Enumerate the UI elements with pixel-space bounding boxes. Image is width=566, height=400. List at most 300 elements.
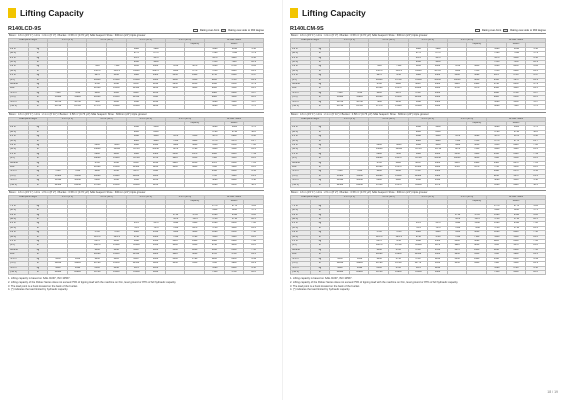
capacity-cell: 9240 xyxy=(146,165,166,169)
capacity-cell: 9700 xyxy=(146,157,166,161)
capacity-block xyxy=(290,33,546,110)
load-point-cell: 4.5 m xyxy=(291,135,311,139)
capacity-cell: 6790 xyxy=(205,244,225,248)
capacity-cell: 9300 xyxy=(165,165,185,169)
unit-cell: kg xyxy=(310,91,330,95)
capacity-cell: *22460 xyxy=(349,183,369,187)
unit-cell: lb xyxy=(28,61,48,65)
load-point-cell: (5 ft) xyxy=(9,244,29,248)
capacity-cell: 2360 xyxy=(224,161,244,165)
capacity-cell: *10710 xyxy=(428,148,448,152)
capacity-cell: *3570 xyxy=(146,222,166,226)
capacity-cell: 6020 xyxy=(224,69,244,73)
load-point-cell: 6.0 m xyxy=(291,213,311,217)
capacity-cell: 6.60 xyxy=(526,135,546,139)
capacity-cell: *15920 xyxy=(349,96,369,100)
capacity-cell: *7690 xyxy=(487,52,507,56)
legend-side-label: Rating over-side or 360 degree xyxy=(510,29,546,32)
load-point-cell: -1.5 m xyxy=(291,257,311,261)
capacity-cell: 8360 xyxy=(487,87,507,91)
column-subheader: Capacity xyxy=(185,200,205,204)
column-header: Load point height xyxy=(291,117,330,121)
capacity-cell: *4860 xyxy=(408,143,428,147)
load-point-cell: Line xyxy=(9,253,29,257)
capacity-cell: 10140 xyxy=(428,157,448,161)
capacity-cell: 6.36 xyxy=(244,56,264,60)
load-point-cell: (5 ft) xyxy=(291,78,311,82)
unit-cell: kg xyxy=(28,161,48,165)
capacity-cell: 5800 xyxy=(224,226,244,230)
capacity-cell: *15920 xyxy=(48,96,68,100)
load-point-cell: -1.5 m xyxy=(9,257,29,261)
capacity-cell: 22.9 xyxy=(526,78,546,82)
capacity-cell: *7220 xyxy=(349,91,369,95)
capacity-cell: 4190 xyxy=(146,83,166,87)
footnote: 1. Lifting capacity is based on SAE J1097, ISO 10567. xyxy=(8,277,71,281)
table-row xyxy=(9,183,264,187)
capacity-cell: 2250 xyxy=(224,257,244,261)
capacity-cell: *17840 xyxy=(369,183,389,187)
capacity-cell: *6640 xyxy=(87,143,107,147)
capacity-cell: 3090 xyxy=(467,74,487,78)
capacity-cell: 6.84 xyxy=(526,65,546,69)
capacity-cell: *3470 xyxy=(487,56,507,60)
capacity-cell: 6790 xyxy=(185,148,205,152)
capacity-cell: 14950 xyxy=(408,253,428,257)
capacity-cell: 7.50 xyxy=(244,231,264,235)
footnote: 2. Lifting capacity of the Robex Series does not exceed 75% of tipping load with the machine on firm, level ground or 87% of full hydraulic capacity. xyxy=(290,280,459,284)
capacity-cell: *12570 xyxy=(87,235,107,239)
capacity-cell: 4410 xyxy=(447,161,467,165)
unit-cell: lb xyxy=(28,253,48,257)
column-header: Load point height xyxy=(291,196,330,200)
capacity-cell: *9630 xyxy=(146,61,166,65)
capacity-cell: *8770 xyxy=(146,52,166,56)
load-point-cell: (10 ft) xyxy=(291,69,311,73)
capacity-cell: *2590 xyxy=(205,222,225,226)
column-header: 1.5 m (5 ft) xyxy=(48,39,87,43)
capacity-cell: *18740 xyxy=(369,270,389,274)
capacity-cell: *9700 xyxy=(87,161,107,165)
capacity-cell: 17.9 xyxy=(244,52,264,56)
capacity-cell: 6.10 xyxy=(526,266,546,270)
capacity-cell: *9020 xyxy=(126,139,146,143)
capacity-cell: *3570 xyxy=(126,222,146,226)
capacity-cell: *6770 xyxy=(487,139,507,143)
column-subheader: Capacity xyxy=(467,43,487,47)
column-header: 6.0 m (20 ft) xyxy=(447,117,486,121)
capacity-cell: 21.7 xyxy=(526,139,546,143)
capacity-cell: 6590 xyxy=(107,161,127,165)
unit-cell: kg xyxy=(28,47,48,51)
capacity-cell: 6950 xyxy=(389,100,409,104)
capacity-cell: *5710 xyxy=(224,218,244,222)
unit-cell: lb xyxy=(310,61,330,65)
capacity-cell: *21560 xyxy=(369,87,389,91)
capacity-cell: 18.8 xyxy=(244,130,264,134)
capacity-cell: 3210 xyxy=(467,143,487,147)
capacity-cell: 4330 xyxy=(447,257,467,261)
capacity-cell: *7610 xyxy=(165,235,185,239)
column-header: 3.0 m (10 ft) xyxy=(87,39,126,43)
load-point-cell: 4.5 m xyxy=(291,222,311,226)
capacity-cell: *3070 xyxy=(506,135,526,139)
capacity-cell: *6110 xyxy=(205,209,225,213)
capacity-cell: 9920 xyxy=(447,244,467,248)
capacity-cell: *14640 xyxy=(369,148,389,152)
capacity-cell: 6.26 xyxy=(244,213,264,217)
capacity-cell: *9270 xyxy=(87,74,107,78)
capacity-cell: 9350 xyxy=(428,262,448,266)
load-point-cell: 6.0 m xyxy=(9,126,29,130)
capacity-cell: 21.4 xyxy=(526,174,546,178)
load-point-cell: (5 ft) xyxy=(9,157,29,161)
capacity-cell: 6.27 xyxy=(244,91,264,95)
capacity-cell: *7870 xyxy=(428,226,448,230)
unit-cell: kg xyxy=(28,204,48,208)
load-point-cell: (25 ft) xyxy=(9,209,29,213)
capacity-cell: *8090 xyxy=(369,179,389,183)
column-header: Load point height xyxy=(9,39,48,43)
capacity-cell: 9500 xyxy=(428,253,448,257)
footnote: 1. Lifting capacity is based on SAE J1097, ISO 10567. xyxy=(290,277,353,281)
capacity-cell: 10010 xyxy=(447,78,467,82)
capacity-cell: *2770 xyxy=(506,204,526,208)
capacity-cell: 2970 xyxy=(185,152,205,156)
capacity-cell: *10760 xyxy=(67,100,87,104)
column-header: 6.0 m (20 ft) xyxy=(165,117,204,121)
capacity-cell: 5.46 xyxy=(526,47,546,51)
capacity-cell: 7100 xyxy=(487,244,507,248)
capacity-cell: 21.7 xyxy=(244,139,264,143)
capacity-cell: 7.06 xyxy=(526,143,546,147)
capacity-cell: 2160 xyxy=(224,248,244,252)
capacity-cell: 8420 xyxy=(205,96,225,100)
footnotes xyxy=(290,277,546,291)
capacity-cell: *8470 xyxy=(369,240,389,244)
capacity-cell: *6110 xyxy=(224,209,244,213)
capacity-cell: 15760 xyxy=(389,78,409,82)
capacity-cell: 3080 xyxy=(185,143,205,147)
unit-cell: lb xyxy=(310,226,330,230)
capacity-cell: *8990 xyxy=(87,152,107,156)
capacity-cell: *9560 xyxy=(369,248,389,252)
capacity-cell: *15670 xyxy=(107,69,127,73)
capacity-cell: *18740 xyxy=(87,270,107,274)
capacity-cell: *23720 xyxy=(349,105,369,109)
load-point-cell: -3.0 m xyxy=(291,266,311,270)
capacity-cell: 9500 xyxy=(146,235,166,239)
capacity-cell: *9270 xyxy=(369,74,389,78)
capacity-cell: 7.01 xyxy=(244,161,264,165)
capacity-cell: *5710 xyxy=(506,218,526,222)
column-header: 4.5 m (15 ft) xyxy=(126,117,165,121)
capacity-cell: 3790 xyxy=(487,83,507,87)
capacity-cell: 7030 xyxy=(487,253,507,257)
capacity-cell: 4150 xyxy=(146,179,166,183)
unit-cell: lb xyxy=(310,270,330,274)
title-bar xyxy=(290,8,546,18)
capacity-cell: *3630 xyxy=(408,126,428,130)
capacity-cell: *5800 xyxy=(126,152,146,156)
capacity-cell: 4600 xyxy=(428,152,448,156)
capacity-cell: *9490 xyxy=(67,266,87,270)
load-point-cell: -1.5 m xyxy=(9,170,29,174)
capacity-cell: *6450 xyxy=(330,257,350,261)
capacity-cell: 6490 xyxy=(126,91,146,95)
capacity-cell: *10760 xyxy=(330,100,350,104)
capacity-cell: 5.73 xyxy=(244,126,264,130)
capacity-cell: 5180 xyxy=(506,262,526,266)
capacity-cell: *17840 xyxy=(87,183,107,187)
load-point-cell: -3.0 m xyxy=(9,179,29,183)
load-point-cell: Line xyxy=(291,165,311,169)
capacity-cell: 6780 xyxy=(408,248,428,252)
capacity-cell: *9300 xyxy=(369,91,389,95)
footnote: 4. (*) indicates the load limited by hydraulic capacity. xyxy=(8,288,69,292)
capacity-cell: 6570 xyxy=(224,139,244,143)
capacity-cell: 15060 xyxy=(389,174,409,178)
capacity-cell: *7220 xyxy=(330,91,350,95)
capacity-cell: *3490 xyxy=(205,47,225,51)
unit-cell: kg xyxy=(28,231,48,235)
column-header: 4.5 m (15 ft) xyxy=(408,39,447,43)
capacity-cell: *7030 xyxy=(165,226,185,230)
capacity-cell: 7.19 xyxy=(526,152,546,156)
capacity-cell: 7.62 xyxy=(244,240,264,244)
capacity-cell: *3080 xyxy=(205,126,225,130)
capacity-cell: 3380 xyxy=(506,56,526,60)
capacity-cell: 2440 xyxy=(506,231,526,235)
unit-cell: lb xyxy=(310,244,330,248)
load-point-cell: 4.5 m xyxy=(9,56,29,60)
column-header: At max. reach xyxy=(487,117,546,121)
unit-cell: kg xyxy=(310,170,330,174)
capacity-cell: 17.3 xyxy=(244,105,264,109)
capacity-cell: *7110 xyxy=(389,65,409,69)
page-title: Lifting Capacity xyxy=(302,8,366,18)
column-subheader: Reach xyxy=(506,43,526,47)
capacity-cell: 9460 xyxy=(428,270,448,274)
capacity-cell: *8580 xyxy=(487,183,507,187)
capacity-cell: *3450 xyxy=(165,231,185,235)
capacity-cell: *14220 xyxy=(48,262,68,266)
capacity-cell: 23.2 xyxy=(526,148,546,152)
capacity-cell: 5140 xyxy=(224,235,244,239)
capacity-cell: *12100 xyxy=(126,244,146,248)
capacity-cell: 6150 xyxy=(185,262,205,266)
unit-cell: lb xyxy=(28,270,48,274)
over-front-swatch xyxy=(475,29,480,32)
capacity-cell: *15670 xyxy=(369,69,389,73)
capacity-cell: *3070 xyxy=(487,135,507,139)
table-row xyxy=(291,105,546,109)
capacity-cell: 9970 xyxy=(428,244,448,248)
capacity-cell: 9740 xyxy=(447,87,467,91)
capacity-cell: 14420 xyxy=(107,174,127,178)
capacity-cell: 5450 xyxy=(506,165,526,169)
capacity-cell: 14530 xyxy=(107,183,127,187)
capacity-cell: 22.9 xyxy=(244,78,264,82)
capacity-cell: 5970 xyxy=(506,78,526,82)
capacity-cell: *9630 xyxy=(428,61,448,65)
capacity-cell: 2980 xyxy=(224,135,244,139)
capacity-cell: *19820 xyxy=(369,157,389,161)
load-point-cell: 7.5 m xyxy=(291,204,311,208)
column-subheader: Capacity xyxy=(185,121,205,125)
capacity-cell: 9590 xyxy=(165,78,185,82)
unit-cell: lb xyxy=(28,105,48,109)
capacity-cell: *3450 xyxy=(447,231,467,235)
unit-cell: lb xyxy=(28,139,48,143)
capacity-cell: *5490 xyxy=(126,100,146,104)
capacity-cell: 2530 xyxy=(224,83,244,87)
column-header: 3.0 m (10 ft) xyxy=(369,39,408,43)
capacity-cell: *7690 xyxy=(506,52,526,56)
capacity-cell: *2690 xyxy=(487,231,507,235)
page-gutter xyxy=(282,0,283,400)
capacity-cell: 14530 xyxy=(107,87,127,91)
column-header: 1.5 m (5 ft) xyxy=(330,117,369,121)
load-point-cell: Ground xyxy=(291,83,311,87)
capacity-cell: 14950 xyxy=(389,270,409,274)
capacity-cell: 10710 xyxy=(428,69,448,73)
capacity-cell: *6940 xyxy=(205,148,225,152)
capacity-cell: 9040 xyxy=(146,270,166,274)
load-point-cell: 6.0 m xyxy=(291,47,311,51)
capacity-cell xyxy=(165,105,185,109)
capacity-cell: 20.6 xyxy=(244,96,264,100)
capacity-cell: *12570 xyxy=(107,235,127,239)
capacity-cell: *9380 xyxy=(87,170,107,174)
capacity-cell: 14790 xyxy=(389,262,409,266)
load-point-cell: (10 ft) xyxy=(291,148,311,152)
unit-cell: lb xyxy=(310,235,330,239)
model-row xyxy=(8,23,264,32)
capacity-cell: 3150 xyxy=(185,135,205,139)
capacity-cell xyxy=(185,183,205,187)
capacity-cell: 14460 xyxy=(126,165,146,169)
capacity-cell: 6.84 xyxy=(244,65,264,69)
capacity-cell: 7430 xyxy=(205,165,225,169)
capacity-cell: *9740 xyxy=(408,235,428,239)
capacity-cell: 2850 xyxy=(506,65,526,69)
capacity-cell: *9430 xyxy=(87,257,107,261)
capacity-cell: *4370 xyxy=(126,56,146,60)
capacity-cell: 6870 xyxy=(389,91,409,95)
capacity-cell: *20680 xyxy=(87,174,107,178)
capacity-cell: 2850 xyxy=(185,161,205,165)
capacity-cell: *5490 xyxy=(408,240,428,244)
capacity-cell: *9630 xyxy=(408,61,428,65)
capacity-cell: *3080 xyxy=(224,126,244,130)
capacity-cell: 5820 xyxy=(506,148,526,152)
table-row xyxy=(291,270,546,274)
capacity-cell: *20500 xyxy=(369,96,389,100)
capacity-cell: 18.3 xyxy=(526,183,546,187)
capacity-cell: 15870 xyxy=(389,157,409,161)
capacity-cell: 4310 xyxy=(165,240,185,244)
capacity-cell: *3190 xyxy=(447,222,467,226)
capacity-cell: *5700 xyxy=(107,231,127,235)
capacity-cell: *5970 xyxy=(165,218,185,222)
capacity-cell: *8090 xyxy=(87,179,107,183)
column-header: At max. reach xyxy=(205,196,264,200)
capacity-cell: 2630 xyxy=(224,222,244,226)
unit-cell: lb xyxy=(28,148,48,152)
capacity-cell: 24.4 xyxy=(526,253,546,257)
capacity-cell: 7.45 xyxy=(244,248,264,252)
over-side-swatch xyxy=(221,29,226,32)
unit-cell: lb xyxy=(28,130,48,134)
capacity-cell: *10190 xyxy=(349,179,369,183)
capacity-cell: *17370 xyxy=(87,105,107,109)
unit-cell: lb xyxy=(28,96,48,100)
capacity-cell: *10190 xyxy=(330,179,350,183)
unit-cell: kg xyxy=(28,170,48,174)
column-header: 1.5 m (5 ft) xyxy=(48,196,87,200)
unit-cell: kg xyxy=(28,143,48,147)
capacity-cell: 2330 xyxy=(224,231,244,235)
capacity-cell: 6710 xyxy=(389,257,409,261)
capacity-cell: 5860 xyxy=(224,96,244,100)
capacity-cell: 15100 xyxy=(107,78,127,82)
capacity-cell: *8500 xyxy=(87,266,107,270)
capacity-cell: *9020 xyxy=(146,139,166,143)
column-header: 3.0 m (10 ft) xyxy=(87,117,126,121)
column-header: 4.5 m (15 ft) xyxy=(408,117,447,121)
capacity-cell: 6490 xyxy=(126,248,146,252)
load-point-cell: Line xyxy=(9,87,29,91)
capacity-cell: 7360 xyxy=(487,262,507,266)
capacity-cell: *12570 xyxy=(369,235,389,239)
capacity-cell: *21080 xyxy=(369,253,389,257)
capacity-cell: *5700 xyxy=(389,231,409,235)
capacity-cell: 3190 xyxy=(224,100,244,104)
capacity-cell: 5.46 xyxy=(244,47,264,51)
capacity-cell: *6450 xyxy=(48,257,68,261)
unit-cell: kg xyxy=(310,266,330,270)
capacity-cell xyxy=(447,183,467,187)
footnote: 3. The load point is a hook located on the back of the bucket. xyxy=(8,284,78,288)
capacity-cell: *3150 xyxy=(205,143,225,147)
capacity-cell: *7880 xyxy=(369,100,389,104)
capacity-cell: 4520 xyxy=(428,240,448,244)
capacity-cell: 7150 xyxy=(389,240,409,244)
column-header: At max. reach xyxy=(487,196,546,200)
footnote: 3. The load point is a hook located on the back of the bucket. xyxy=(290,284,360,288)
capacity-cell: 7780 xyxy=(205,174,225,178)
capacity-cell: *7020 xyxy=(349,170,369,174)
capacity-cell: *6790 xyxy=(506,130,526,134)
load-point-cell: (10 ft) xyxy=(9,235,29,239)
capacity-cell: *4090 xyxy=(428,135,448,139)
capacity-cell: *3630 xyxy=(146,126,166,130)
capacity-cell: 2980 xyxy=(467,161,487,165)
capacity-cell: *4420 xyxy=(428,231,448,235)
capacity-cell: 15150 xyxy=(389,96,409,100)
capacity-cell: 4380 xyxy=(146,74,166,78)
load-point-cell: Ground xyxy=(9,248,29,252)
capacity-cell: *8000 xyxy=(146,130,166,134)
capacity-cell: 6280 xyxy=(506,69,526,73)
capacity-cell: 4320 xyxy=(428,91,448,95)
load-point-cell: (-5 ft) xyxy=(9,262,29,266)
capacity-cell: *11240 xyxy=(408,69,428,73)
unit-cell: kg xyxy=(28,83,48,87)
load-point-cell: Ground xyxy=(291,248,311,252)
capacity-cell: 3520 xyxy=(487,161,507,165)
